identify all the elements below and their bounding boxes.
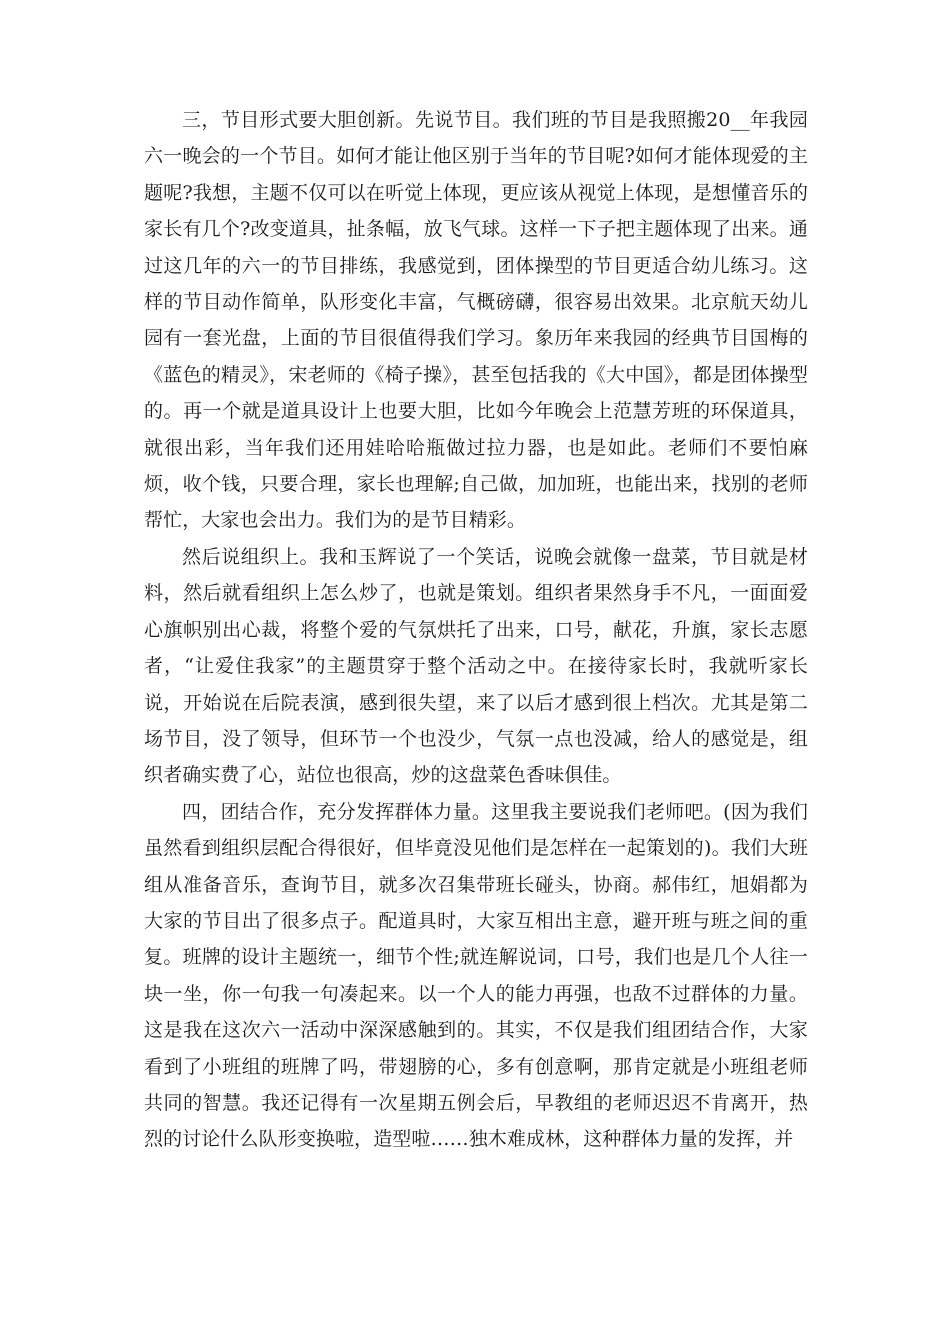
paragraph-teamwork: 四，团结合作，充分发挥群体力量。这里我主要说我们老师吧。(因为我们虽然看到组织层配合得很好，但毕竟没见他们是怎样在一起策划的)。我们大班组从准备音乐，查询节目，就多次召集带班长碰头，协商。郝伟红，旭娟都为大家的节目出了很多点子。配道具时，大家互相出主意，避开班与班之间的重复。班牌的设计主题统一，细节个性;就连解说词，口号，我们也是几个人往一块一坐，你一句我一句凑起来。以一个人的能力再强，也敌不过群体的力量。这是我在这次六一活动中深深感触到的。其实，不仅是我们组团结合作，大家看到了小班组的班牌了吗，带翅膀的心，多有创意啊，那肯定就是小班组老师共同的智慧。我还记得有一次星期五例会后，早教组的老师迟迟不肯离开，热烈的讨论什么队形变换啦，造型啦……独木难成林，这种群体力量的发挥，并: [144, 800, 808, 1151]
paragraph-program-innovation: 三，节目形式要大胆创新。先说节目。我们班的节目是我照搬20__年我园六一晚会的一个节目。如何才能让他区别于当年的节目呢?如何才能体现爱的主题呢?我想，主题不仅可以在听觉上体现，更应该从视觉上体现，是想懂音乐的家长有几个?改变道具，扯条幅，放飞气球。这样一下子把主题体现了出来。通过这几年的六一的节目排练，我感觉到，团体操型的节目更适合幼儿练习。这样的节目动作简单，队形变化丰富，气概磅礴，很容易出效果。北京航天幼儿园有一套光盘，上面的节目很值得我们学习。象历年来我园的经典节目国梅的《蓝色的精灵》，宋老师的《椅子操》，甚至包括我的《大中国》，都是团体操型的。再一个就是道具设计上也要大胆，比如今年晚会上范慧芳班的环保道具，就很出彩，当年我们还用娃哈哈瓶做过拉力器，也是如此。老师们不要怕麻烦，收个钱，只要合理，家长也理解;自己做，加加班，也能出来，找别的老师帮忙，大家也会出力。我们为的是节目精彩。: [144, 109, 808, 532]
document-body: [144, 102, 808, 1158]
paragraph-organization: 然后说组织上。我和玉辉说了一个笑话，说晚会就像一盘菜，节目就是材料，然后就看组织上怎么炒了，也就是策划。组织者果然身手不凡，一面面爱心旗帜别出心裁，将整个爱的气氛烘托了出来，口号，献花，升旗，家长志愿者，“让爱住我家”的主题贯穿于整个活动之中。在接待家长时，我就听家长说，开始说在后院表演，感到很失望，来了以后才感到很上档次。尤其是第二场节目，没了领导，但环节一个也没少，气氛一点也没减，给人的感觉是，组织者确实费了心，站位也很高，炒的这盘菜色香味俱佳。: [144, 545, 808, 787]
